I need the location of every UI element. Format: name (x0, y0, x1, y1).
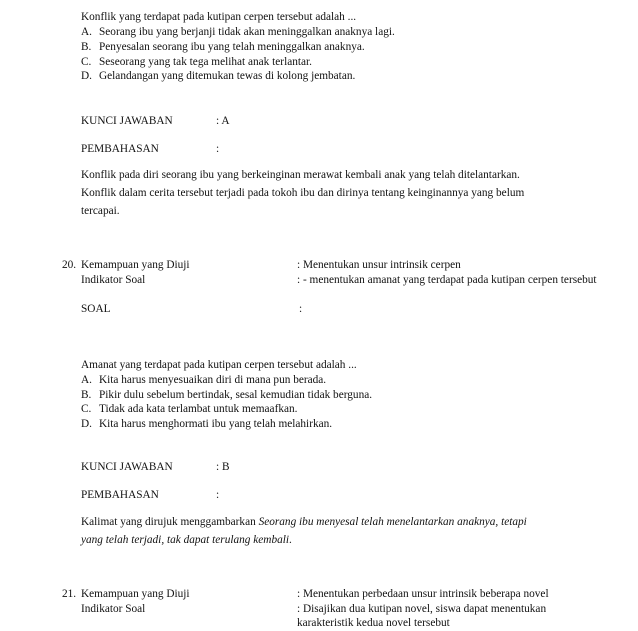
option-text: Kita harus menghormati ibu yang telah melahirkan. (99, 418, 333, 430)
pembahasan-end: . (289, 534, 292, 546)
q20-option-d (81, 417, 332, 432)
q20-option-c (81, 402, 297, 417)
option-letter: B. (81, 41, 92, 53)
q20-indikator-label: Indikator Soal (81, 274, 146, 286)
q19-option-c (81, 55, 312, 70)
option-text: Kita harus menyesuaikan diri di mana pun berada. (99, 374, 327, 386)
option-letter: A. (81, 374, 92, 386)
option-letter: D. (81, 418, 92, 430)
q19-option-a (81, 25, 395, 40)
q20-pembahasan-label: PEMBAHASAN (81, 489, 159, 501)
option-letter: C. (81, 56, 92, 68)
q20-kunci-label: KUNCI JAWABAN (81, 461, 173, 473)
q19-pembahasan-label: PEMBAHASAN (81, 143, 159, 155)
q20-number: 20. (62, 259, 77, 271)
q20-pembahasan-line-2 (81, 533, 292, 548)
q21-kemampuan-label: Kemampuan yang Diuji (81, 588, 190, 600)
q20-pembahasan-line-1 (81, 515, 527, 530)
pembahasan-prefix: Kalimat yang dirujuk menggambarkan (81, 516, 259, 528)
q19-pembahasan-line-3: tercapai. (81, 205, 120, 217)
q19-option-b (81, 40, 365, 55)
q20-kemampuan-label: Kemampuan yang Diuji (81, 259, 190, 271)
option-text: Gelandangan yang ditemukan tewas di kolong jembatan. (99, 70, 356, 82)
q20-option-a (81, 373, 326, 388)
q20-stem: Amanat yang terdapat pada kutipan cerpen tersebut adalah ... (81, 359, 357, 371)
q21-indikator-value-line-2: karakteristik kedua novel tersebut (297, 617, 450, 629)
option-text: Penyesalan seorang ibu yang telah meninggalkan anaknya. (99, 41, 365, 53)
q20-indikator-value: : - menentukan amanat yang terdapat pada kutipan cerpen tersebut (297, 274, 597, 286)
option-text: Tidak ada kata terlambat untuk memaafkan. (99, 403, 298, 415)
option-letter: A. (81, 26, 92, 38)
option-letter: D. (81, 70, 92, 82)
option-letter: B. (81, 389, 92, 401)
option-text: Seorang ibu yang berjanji tidak akan meninggalkan anaknya lagi. (99, 26, 395, 38)
q21-kemampuan-value: : Menentukan perbedaan unsur intrinsik beberapa novel (297, 588, 549, 600)
pembahasan-quote-2: yang telah terjadi, tak dapat terulang kembali (81, 534, 290, 546)
option-text: Seseorang yang tak tega melihat anak terlantar. (99, 56, 312, 68)
q21-number: 21. (62, 588, 77, 600)
q20-option-b (81, 388, 372, 403)
q20-soal-colon: : (299, 303, 303, 315)
q19-kunci-value: : A (216, 115, 230, 127)
q19-kunci-label: KUNCI JAWABAN (81, 115, 173, 127)
q21-indikator-value-line-1: : Disajikan dua kutipan novel, siswa dapat menentukan (297, 603, 547, 615)
option-text: Pikir dulu sebelum bertindak, sesal kemudian tidak berguna. (99, 389, 373, 401)
q19-stem: Konflik yang terdapat pada kutipan cerpen tersebut adalah ... (81, 11, 357, 23)
option-letter: C. (81, 403, 92, 415)
q20-kunci-value: : B (216, 461, 230, 473)
q20-soal-label: SOAL (81, 303, 111, 315)
q19-pembahasan-line-1: Konflik pada diri seorang ibu yang berkeinginan merawat kembali anak yang telah ditelantarkan. (81, 169, 520, 181)
q21-indikator-label: Indikator Soal (81, 603, 146, 615)
q19-pembahasan-colon: : (216, 143, 220, 155)
q20-kemampuan-value: : Menentukan unsur intrinsik cerpen (297, 259, 461, 271)
q19-pembahasan-line-2: Konflik dalam cerita tersebut terjadi pada tokoh ibu dan dirinya tentang keinginannya yang belum (81, 187, 525, 199)
pembahasan-quote-1: Seorang ibu menyesal telah menelantarkan anaknya, tetapi (258, 516, 527, 528)
q20-pembahasan-colon: : (216, 489, 220, 501)
q19-option-d (81, 69, 355, 84)
